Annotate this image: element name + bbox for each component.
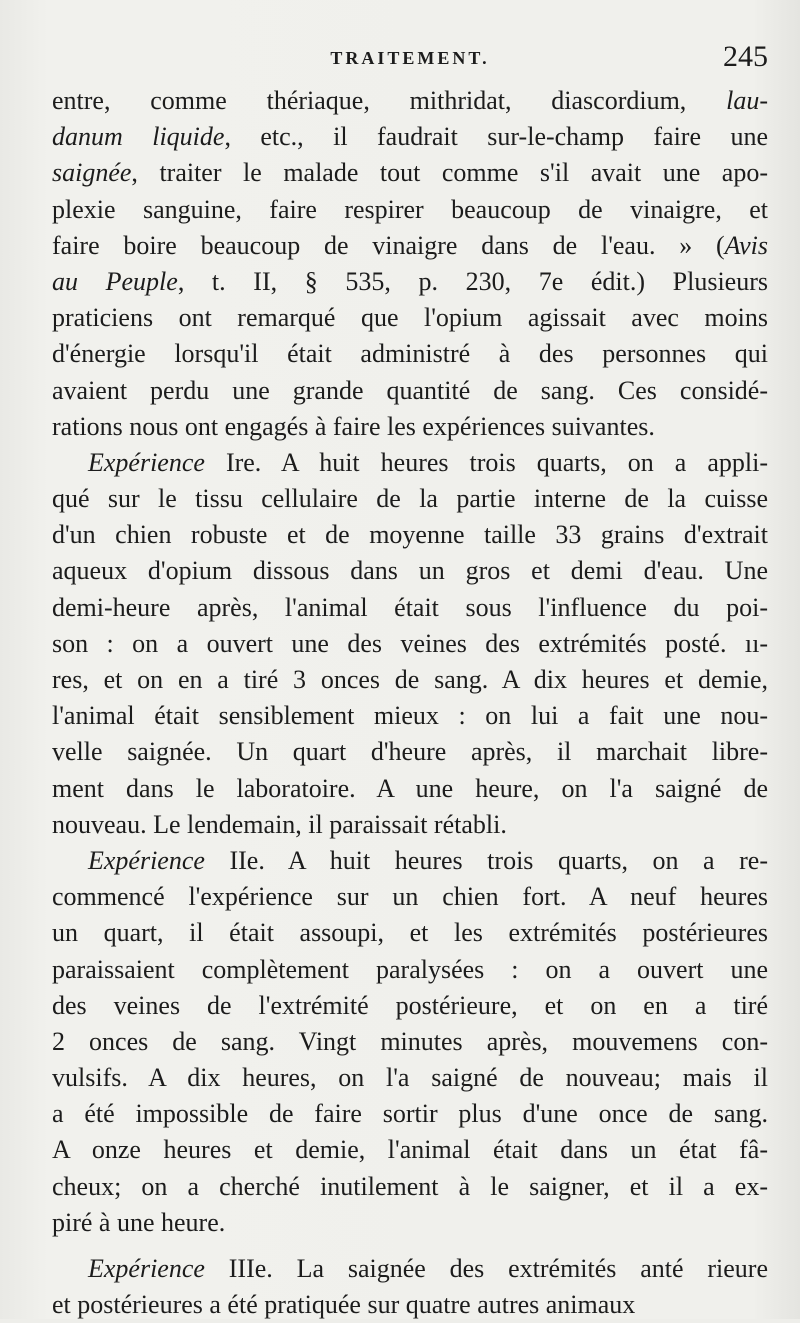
italic-text: danum liquide — [52, 122, 225, 152]
text-segment: a été impossible de faire sortir plus d'une once de sang. — [52, 1099, 768, 1129]
text-segment: des veines de l'extrémité postérieure, et on en a tiré — [52, 990, 768, 1020]
text-segment: , traiter le malade tout comme s'il avait une apo- — [131, 158, 768, 188]
text-segment: et postérieures a été pratiquée sur quatre autres animaux — [52, 1290, 636, 1320]
text-line — [52, 1169, 768, 1205]
text-segment: avaient perdu une grande quantité de sang. Ces considé- — [52, 375, 768, 405]
text-line — [52, 1287, 768, 1323]
text-segment: piré à une heure. — [52, 1207, 226, 1237]
text-line — [52, 1132, 768, 1168]
italic-text: au Peuple — [52, 266, 178, 296]
paragraph — [52, 445, 768, 843]
text-line — [52, 228, 768, 264]
text-line — [52, 83, 768, 119]
text-line — [52, 409, 768, 445]
text-line — [52, 373, 768, 409]
text-segment: demi-heure après, l'animal était sous l'influence du poi- — [52, 592, 768, 622]
page-number: 245 — [723, 40, 768, 73]
text-segment: entre, comme thériaque, mithridat, diascordium, — [52, 86, 727, 115]
text-line — [52, 807, 768, 843]
text-segment: aqueux d'opium dissous dans un gros et demi d'eau. Une — [52, 556, 768, 586]
paragraph-gap — [52, 1241, 768, 1251]
text-line — [52, 553, 768, 589]
text-line — [52, 119, 768, 155]
text-segment: IIe. A huit heures trois quarts, on a re- — [204, 845, 768, 875]
text-line — [52, 843, 768, 879]
italic-text: Avis — [724, 230, 768, 260]
text-line — [52, 698, 768, 734]
text-segment: un quart, il était assoupi, et les extrémités postérieures — [52, 918, 768, 948]
text-segment: praticiens ont remarqué que l'opium agissait avec moins — [52, 303, 768, 333]
text-segment: l'animal était sensiblement mieux : on lui a fait une nou- — [52, 701, 768, 731]
text-segment: cheux; on a cherché inutilement à le saigner, et il a ex- — [52, 1171, 768, 1201]
text-segment: plexie sanguine, faire respirer beaucoup de vinaigre, et — [52, 194, 768, 224]
text-line — [52, 590, 768, 626]
text-line — [52, 915, 768, 951]
text-segment: , etc., il faudrait sur-le-champ faire une — [224, 122, 768, 152]
text-line — [52, 1096, 768, 1132]
text-segment: d'énergie lorsqu'il était administré à des personnes qui — [52, 339, 768, 369]
text-segment: d'un chien robuste et de moyenne taille 33 grains d'extrait — [52, 520, 768, 550]
text-line — [52, 879, 768, 915]
running-title: TRAITEMENT. — [330, 48, 490, 68]
body-text — [52, 83, 768, 1323]
text-segment: commencé l'expérience sur un chien fort. A neuf heures — [52, 882, 768, 912]
text-segment: velle saignée. Un quart d'heure après, il marchait libre- — [52, 737, 768, 767]
page-header — [52, 40, 768, 78]
paragraph — [52, 843, 768, 1241]
text-segment: qué sur le tissu cellulaire de la partie interne de la cuisse — [52, 484, 768, 514]
text-line — [52, 481, 768, 517]
text-segment: rations nous ont engagés à faire les expériences suivantes. — [52, 411, 655, 441]
text-line — [52, 952, 768, 988]
text-line — [52, 300, 768, 336]
italic-text: saignée — [52, 158, 132, 188]
text-segment: ment dans le laboratoire. A une heure, on l'a saigné de — [52, 773, 768, 803]
text-segment: Ire. A huit heures trois quarts, on a appli- — [204, 447, 768, 477]
text-line — [52, 1024, 768, 1060]
text-segment: A onze heures et demie, l'animal était dans un état fâ- — [52, 1135, 768, 1165]
text-line — [52, 336, 768, 372]
text-segment: res, et on en a tiré 3 onces de sang. A dix heures et demie, — [52, 665, 768, 694]
text-segment: vulsifs. A dix heures, on l'a saigné de nouveau; mais il — [52, 1063, 768, 1093]
text-line — [52, 626, 768, 662]
paragraph — [52, 1251, 768, 1323]
italic-text: lau- — [726, 86, 768, 115]
text-segment: , t. II, § 535, p. 230, 7e édit.) Plusieurs — [177, 266, 768, 296]
text-line — [52, 1205, 768, 1241]
text-line — [52, 1060, 768, 1096]
paragraph — [52, 83, 768, 445]
text-line — [52, 1251, 768, 1287]
text-segment: 2 onces de sang. Vingt minutes après, mouvemens con- — [52, 1026, 768, 1056]
italic-text: Expérience — [88, 447, 205, 477]
text-line — [52, 155, 768, 191]
text-segment: nouveau. Le lendemain, il paraissait rétabli. — [52, 809, 507, 839]
text-line — [52, 662, 768, 698]
text-line — [52, 264, 768, 300]
italic-text: Expérience — [88, 1254, 205, 1283]
text-line — [52, 517, 768, 553]
text-segment: son : on a ouvert une des veines des extrémités posté. ıı- — [52, 628, 768, 658]
text-line — [52, 192, 768, 228]
text-line — [52, 771, 768, 807]
text-segment: faire boire beaucoup de vinaigre dans de l'eau. » ( — [52, 230, 725, 260]
text-line — [52, 734, 768, 770]
text-line — [52, 988, 768, 1024]
italic-text: Expérience — [88, 845, 205, 875]
text-segment: IIIe. La saignée des extrémités anté rieure — [204, 1254, 768, 1283]
text-line — [52, 445, 768, 481]
text-segment: paraissaient complètement paralysées : on a ouvert une — [52, 954, 768, 984]
